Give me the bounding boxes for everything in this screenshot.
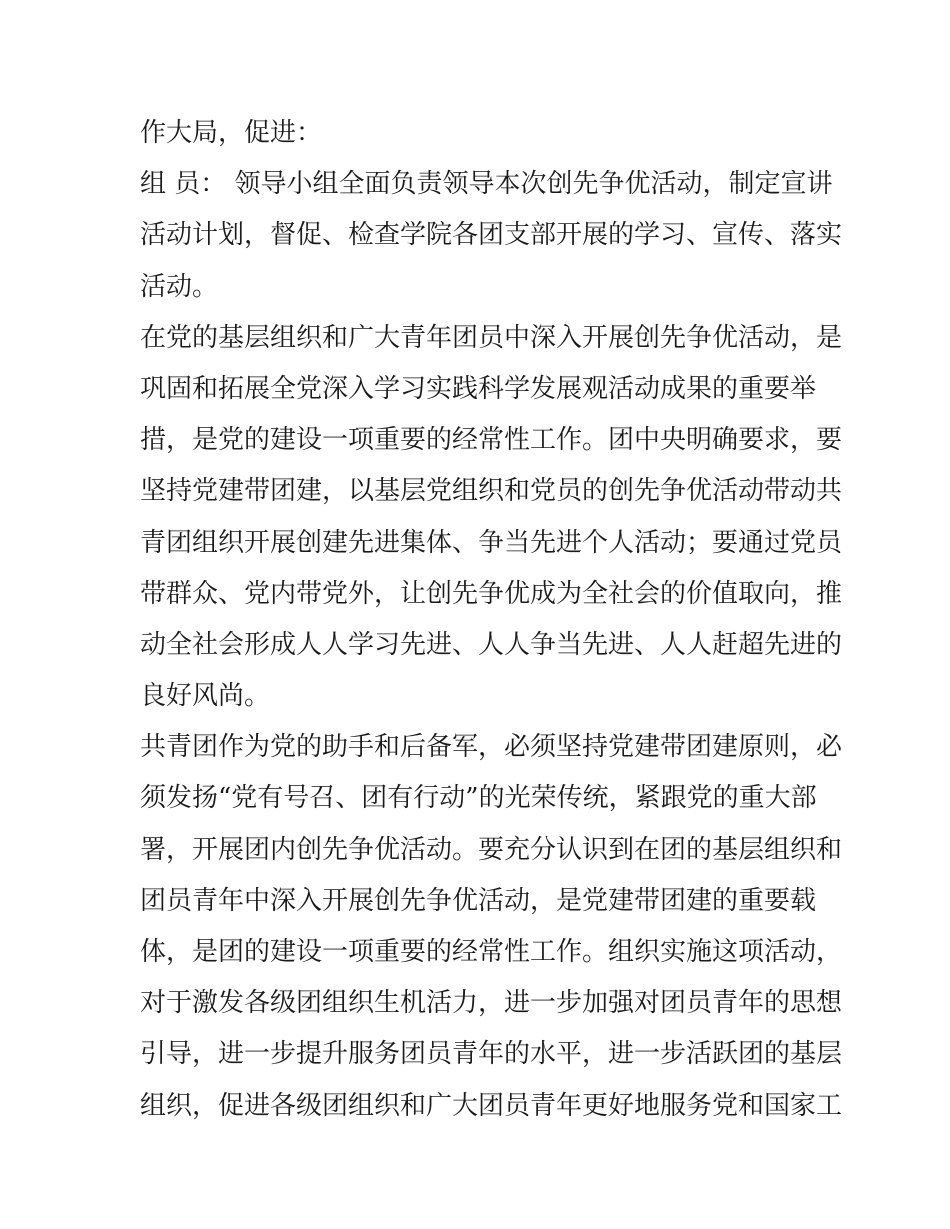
text-line: 组织，促进各级团组织和广大团员青年更好地服务党和国家工 [140, 1090, 843, 1121]
text-line: 须发扬“党有号召、团有行动”的光荣传统，紧跟党的重大部 [140, 783, 817, 814]
text-line: 在党的基层组织和广大青年团员中深入开展创先争优活动，是 [140, 322, 843, 353]
text-line: 引导，进一步提升服务团员青年的水平，进一步活跃团的基层 [140, 1039, 843, 1070]
text-line: 巩固和拓展全党深入学习实践科学发展观活动成果的重要举 [140, 373, 817, 404]
text-line: 坚持党建带团建，以基层党组织和党员的创先争优活动带动共 [140, 476, 843, 507]
text-line: 作大局，促进： [140, 118, 323, 148]
text-line: 带群众、党内带党外，让创先争优成为全社会的价值取向，推 [140, 578, 843, 609]
body-text [140, 108, 843, 1132]
text-line: 活动计划，督促、检查学院各团支部开展的学习、宣传、落实 [140, 220, 843, 251]
text-line: 对于激发各级团组织生机活力，进一步加强对团员青年的思想 [140, 988, 843, 1019]
text-line: 共青团作为党的助手和后备军，必须坚持党建带团建原则，必 [140, 732, 843, 763]
text-line: 组 员： 领导小组全面负责领导本次创先争优活动，制定宣讲 [140, 169, 833, 200]
text-line: 团员青年中深入开展创先争优活动，是党建带团建的重要载 [140, 885, 817, 916]
text-line: 活动。 [140, 271, 219, 302]
text-line: 措，是党的建设一项重要的经常性工作。团中央明确要求，要 [140, 425, 843, 456]
text-line: 署，开展团内创先争优活动。要充分认识到在团的基层组织和 [140, 834, 843, 865]
text-line: 青团组织开展创建先进集体、争当先进个人活动；要通过党员 [140, 527, 843, 558]
text-line: 动全社会形成人人学习先进、人人争当先进、人人赶超先进的 [140, 629, 843, 660]
text-line: 体，是团的建设一项重要的经常性工作。组织实施这项活动， [140, 937, 843, 967]
text-line: 良好风尚。 [140, 681, 271, 712]
